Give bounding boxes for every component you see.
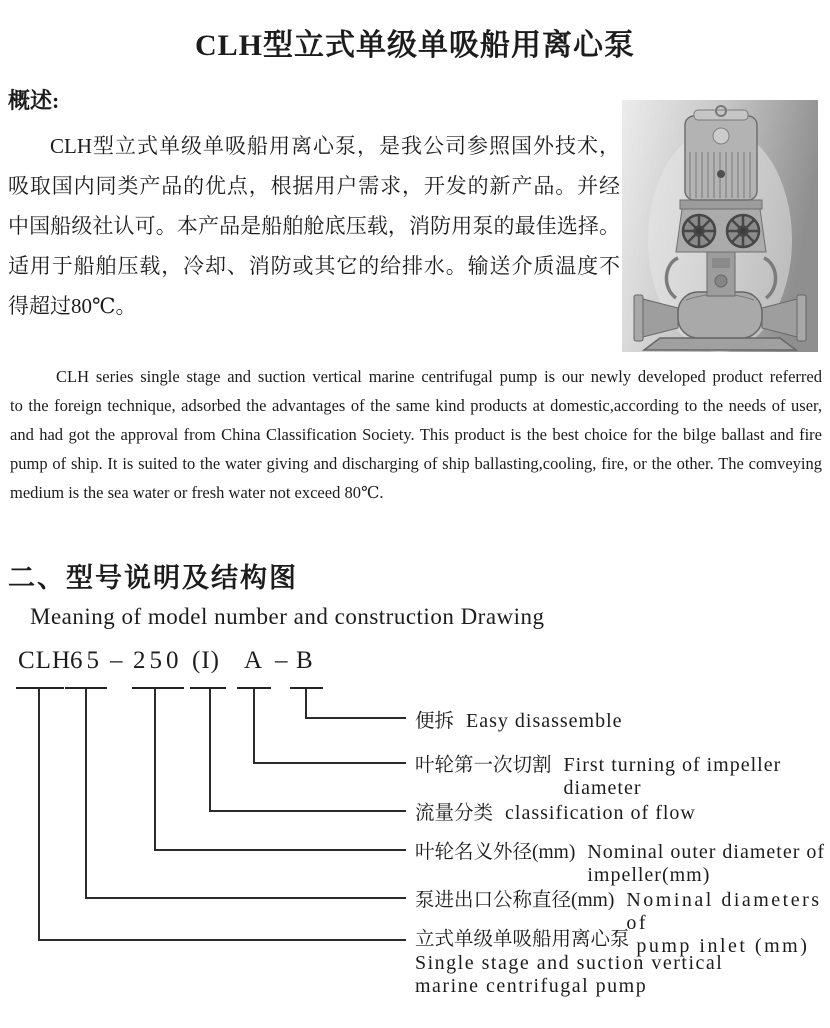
overview-chinese-paragraph: [8, 126, 620, 326]
model-number-diagram: [0, 645, 830, 1028]
legend-en-line: First turning of impeller: [563, 754, 782, 776]
legend-row-easy-disassemble: [415, 705, 623, 733]
legend-en-line: impeller(mm): [587, 864, 711, 886]
cn-line: CLH型立式单级单吸船用离心泵，是我公司参照国外技术，: [50, 134, 620, 158]
en-line: and had got the approval from China Classification Society. This product is the best choice for the bilge ballast and fire: [10, 425, 822, 444]
model-part-flow: (I): [192, 647, 220, 674]
cn-line: 中国船级社认可。本产品是船舶舱底压载，消防用泵的最佳选择。: [8, 214, 620, 238]
legend-en-line: Nominal diameters of: [626, 889, 822, 934]
legend-row-first-turning: [415, 749, 781, 800]
model-part-inlet: 65: [70, 647, 103, 674]
legend-en: [587, 841, 825, 887]
page-title: CLH型立式单级单吸船用离心泵: [194, 29, 635, 62]
cn-line: 得超过80℃。: [8, 294, 137, 318]
en-line: to the foreign technique, adsorbed the advantages of the same kind products at domestic,according to the needs of user,: [10, 396, 822, 415]
legend-en-line: marine centrifugal pump: [415, 975, 648, 997]
legend-en-line: Single stage and suction vertical: [415, 952, 724, 974]
en-line: CLH series single stage and suction vertical marine centrifugal pump is our newly developed product referred: [56, 367, 822, 386]
overview-heading: 概述:: [8, 88, 60, 113]
en-line: pump of ship. It is suited to the water giving and discharging of ship ballasting,cooling, fire, or the other. The comveying: [10, 454, 822, 473]
legend-en: [564, 754, 782, 800]
section2-heading-cn: 二、型号说明及结构图: [8, 563, 298, 593]
legend-cn: 立式单级单吸船用离心泵: [415, 929, 630, 950]
pump-photo: [622, 100, 818, 352]
legend-cn: 泵进出口公称直径(mm): [415, 890, 615, 911]
section2-heading-en: Meaning of model number and construction Drawing: [30, 604, 545, 629]
legend-en: Easy disassemble: [466, 710, 623, 732]
model-part-series: CLH: [18, 647, 71, 674]
legend-cn: 叶轮名义外径(mm): [415, 842, 576, 863]
legend-en-line: pump inlet (mm): [636, 935, 810, 957]
model-part-diameter: 250: [133, 647, 183, 674]
overview-english-paragraph: [10, 362, 822, 507]
legend-row-pump-type: [415, 927, 723, 998]
pump-photo-svg: [622, 100, 818, 352]
cn-line: 适用于船舶压载，冷却、消防或其它的给排水。输送介质温度不: [8, 254, 620, 278]
legend-en-line: Nominal outer diameter of: [587, 841, 826, 863]
model-part-turning: A: [244, 647, 264, 674]
cn-line: 吸取国内同类产品的优点，根据用户需求，开发的新产品。并经: [8, 174, 620, 198]
legend-row-flow-classification: [415, 797, 696, 825]
legend-cn: 叶轮第一次切割: [415, 755, 552, 776]
legend-cn: 便拆: [415, 711, 455, 732]
legend-cn: 流量分类: [415, 803, 494, 824]
legend-row-impeller-diameter: [415, 836, 825, 887]
model-part-easy: B: [296, 647, 314, 674]
model-dash: –: [110, 647, 124, 674]
en-line: medium is the sea water or fresh water not exceed 80℃.: [10, 483, 384, 502]
legend-en: classification of flow: [505, 802, 696, 824]
model-dash: –: [275, 647, 289, 674]
legend-en-line: diameter: [563, 777, 642, 799]
